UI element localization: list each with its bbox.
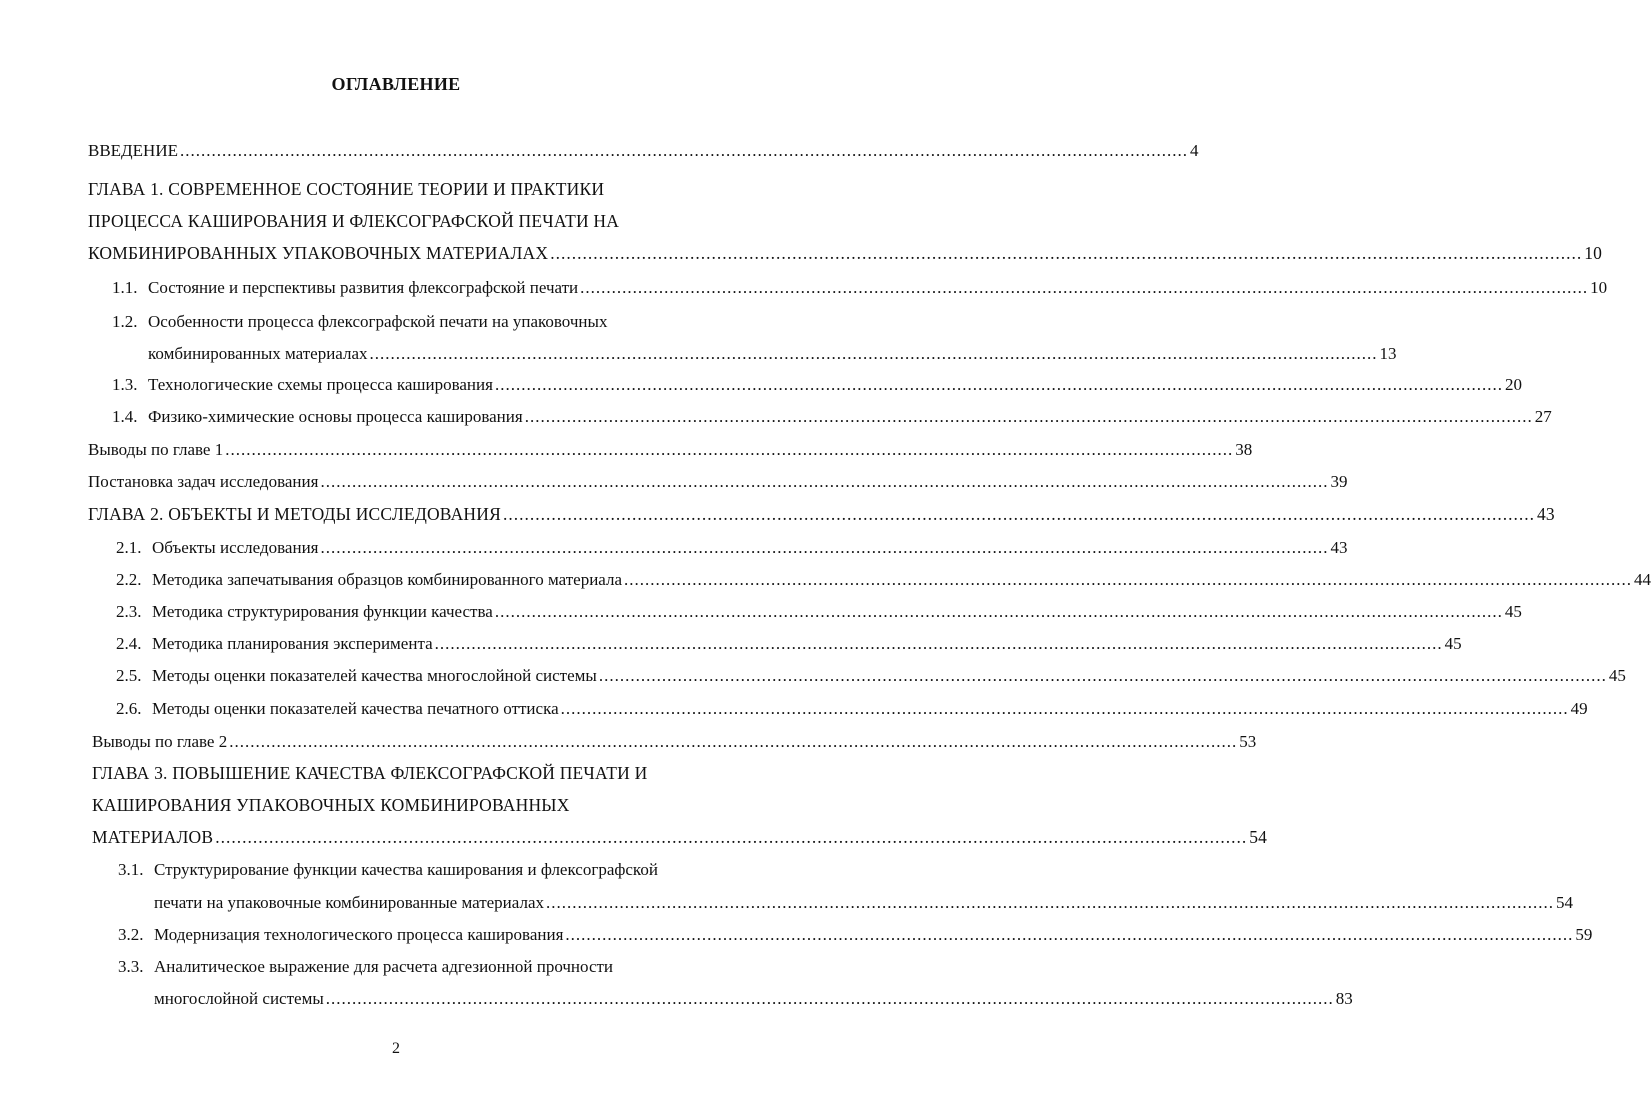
toc-entry-text: Модернизация технологического процесса каширования: [154, 925, 564, 944]
toc-entry-2-5[interactable]: [116, 665, 1626, 687]
toc-entry-text: ГЛАВА 2. ОБЪЕКТЫ И МЕТОДЫ ИССЛЕДОВАНИЯ: [88, 504, 501, 524]
section-number: 1.3.: [112, 375, 138, 394]
toc-page-number: 10: [1584, 243, 1603, 263]
leader-dots: [565, 924, 1573, 946]
leader-dots: [370, 343, 1378, 365]
leader-dots: [525, 406, 1533, 428]
toc-entry-chapter-3[interactable]: [92, 826, 1268, 848]
toc-page-number: 4: [1189, 141, 1199, 160]
leader-dots: [599, 665, 1607, 687]
leader-dots: [326, 988, 1334, 1010]
toc-entry-3-1[interactable]: [154, 892, 1573, 914]
toc-page-number: 44: [1634, 570, 1651, 589]
toc-entry-2-4[interactable]: [116, 633, 1462, 655]
toc-entry-chapter-2[interactable]: [88, 503, 1555, 525]
toc-entry-text: Особенности процесса флексографской печати на упаковочных: [148, 312, 608, 331]
section-number: 2.5.: [116, 666, 142, 685]
toc-page-number: 83: [1335, 989, 1353, 1008]
toc-entry-text: Методы оценки показателей качества многослойной системы: [152, 666, 597, 685]
toc-entry-text: Методика структурирования функции качества: [152, 602, 493, 621]
leader-dots: [580, 277, 1588, 299]
toc-entry-conclusions-2[interactable]: [92, 731, 1257, 753]
leader-dots: [561, 698, 1569, 720]
section-number: 2.2.: [116, 570, 142, 589]
toc-page-number: 39: [1330, 472, 1348, 491]
toc-entry-2-2[interactable]: [116, 569, 1651, 591]
toc-entry-text: ВВЕДЕНИЕ: [88, 141, 178, 160]
toc-page-number: 53: [1239, 732, 1257, 751]
toc-entry-3-3[interactable]: [154, 988, 1353, 1010]
section-number: 3.2.: [118, 925, 144, 944]
toc-entry-text: Постановка задач исследования: [88, 472, 319, 491]
toc-entry-research-tasks[interactable]: [88, 471, 1348, 493]
leader-dots: [435, 633, 1443, 655]
toc-entry-chapter-1[interactable]: [88, 242, 1603, 264]
toc-entry-2-6[interactable]: [116, 698, 1588, 720]
section-number: 3.1.: [118, 860, 144, 879]
toc-entry-3-2[interactable]: [118, 924, 1593, 946]
toc-entry-2-3[interactable]: [116, 601, 1522, 623]
leader-dots: [624, 569, 1632, 591]
toc-page-number: 54: [1249, 827, 1268, 847]
section-number: 1.2.: [112, 312, 138, 331]
section-number: 2.3.: [116, 602, 142, 621]
toc-entry-text: Объекты исследования: [152, 538, 319, 557]
toc-page-number: 13: [1379, 344, 1397, 363]
toc-entry-conclusions-1[interactable]: [88, 439, 1253, 461]
toc-entry-text: Структурирование функции качества каширования и флексографской: [154, 860, 658, 879]
page-title: ОГЛАВЛЕНИЕ: [331, 74, 461, 94]
toc-page-number: 10: [1590, 278, 1608, 297]
toc-page-number: 43: [1536, 504, 1555, 524]
toc-chapter-3-line-1[interactable]: ГЛАВА 3. ПОВЫШЕНИЕ КАЧЕСТВА ФЛЕКСОГРАФСКОЙ ПЕЧАТИ И: [92, 763, 648, 783]
toc-entry-1-4[interactable]: [112, 406, 1552, 428]
section-number: 1.4.: [112, 407, 138, 426]
page-number: 2: [392, 1040, 400, 1057]
section-number: 3.3.: [118, 957, 144, 976]
toc-entry-text: КОМБИНИРОВАННЫХ УПАКОВОЧНЫХ МАТЕРИАЛАХ: [88, 243, 549, 263]
leader-dots: [180, 140, 1188, 162]
toc-entry-1-2[interactable]: [148, 343, 1397, 365]
toc-page-number: 54: [1556, 893, 1573, 912]
toc-page-number: 45: [1444, 634, 1462, 653]
toc-entry-text: МАТЕРИАЛОВ: [92, 827, 214, 847]
toc-entry-intro[interactable]: [88, 140, 1199, 162]
leader-dots: [225, 439, 1233, 461]
toc-page-number: 45: [1608, 666, 1626, 685]
toc-entry-text: Методика запечатывания образцов комбинированного материала: [152, 570, 623, 589]
toc-page-number: 45: [1504, 602, 1522, 621]
leader-dots: [229, 731, 1237, 753]
toc-entry-text: Методы оценки показателей качества печатного оттиска: [152, 699, 559, 718]
toc-entry-text: Технологические схемы процесса каширования: [148, 375, 493, 394]
leader-dots: [320, 537, 1328, 559]
toc-entry-2-1[interactable]: [116, 537, 1348, 559]
leader-dots: [550, 242, 1582, 264]
section-number: 1.1.: [112, 278, 138, 297]
leader-dots: [546, 892, 1554, 914]
toc-entry-text: комбинированных материалах: [148, 344, 368, 363]
toc-entry-1-2-line-1[interactable]: [112, 311, 714, 333]
toc-entry-3-3-line-1[interactable]: [118, 956, 714, 978]
section-number: 2.1.: [116, 538, 142, 557]
toc-entry-text: многослойной системы: [154, 989, 324, 1008]
toc-entry-text: Состояние и перспективы развития флексографской печати: [148, 278, 579, 297]
leader-dots: [320, 471, 1328, 493]
leader-dots: [495, 601, 1503, 623]
leader-dots: [215, 826, 1247, 848]
leader-dots: [495, 374, 1503, 396]
toc-page-number: 38: [1235, 440, 1253, 459]
toc-page-number: 27: [1534, 407, 1552, 426]
toc-entry-1-1[interactable]: [112, 277, 1608, 299]
toc-page-number: 20: [1504, 375, 1522, 394]
toc-entry-3-1-line-1[interactable]: [118, 859, 714, 881]
toc-chapter-1-line-1[interactable]: ГЛАВА 1. СОВРЕМЕННОЕ СОСТОЯНИЕ ТЕОРИИ И ПРАКТИКИ: [88, 179, 605, 199]
toc-entry-text: Физико-химические основы процесса каширования: [148, 407, 523, 426]
toc-page-number: 59: [1575, 925, 1593, 944]
section-number: 2.4.: [116, 634, 142, 653]
toc-entry-text: Выводы по главе 1: [88, 440, 224, 459]
toc-page-number: 49: [1570, 699, 1588, 718]
toc-chapter-3-line-2[interactable]: КАШИРОВАНИЯ УПАКОВОЧНЫХ КОМБИНИРОВАННЫХ: [92, 795, 570, 815]
toc-entry-1-3[interactable]: [112, 374, 1522, 396]
toc-entry-text: Выводы по главе 2: [92, 732, 228, 751]
toc-entry-text: Методика планирования эксперимента: [152, 634, 433, 653]
toc-entry-text: Аналитическое выражение для расчета адгезионной прочности: [154, 957, 614, 976]
toc-entry-text: печати на упаковочные комбинированные материалах: [154, 893, 544, 912]
toc-chapter-1-line-2[interactable]: ПРОЦЕССА КАШИРОВАНИЯ И ФЛЕКСОГРАФСКОЙ ПЕЧАТИ НА: [88, 211, 620, 231]
leader-dots: [503, 503, 1535, 525]
toc-page-number: 43: [1330, 538, 1348, 557]
section-number: 2.6.: [116, 699, 142, 718]
